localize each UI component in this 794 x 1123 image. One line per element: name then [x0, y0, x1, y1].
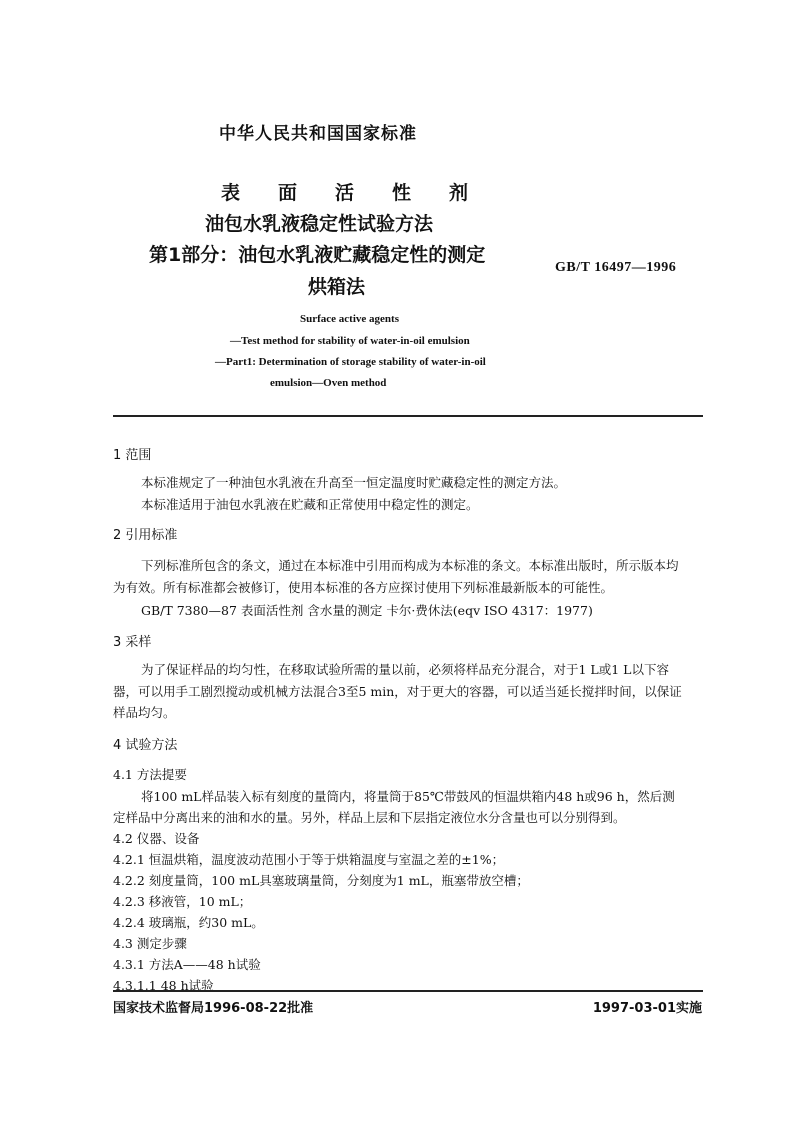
section-2-reference: GB/T 7380—87 表面活性剂 含水量的测定 卡尔·费休法(eqv ISO 4317：1977)	[141, 603, 593, 618]
section-3-paragraph-line-1: 为了保证样品的均匀性，在移取试验所需的量以前，必须将样品充分混合，对于1 L或1 L以下容	[141, 662, 669, 677]
section-2-heading: 2 引用标准	[113, 528, 178, 543]
section-4-heading: 4 试验方法	[113, 738, 178, 753]
footer-divider	[113, 990, 703, 992]
section-4-3-heading: 4.3 测定步骤	[113, 936, 187, 951]
section-4-2-2: 4.2.2 刻度量筒，100 mL具塞玻璃量筒，分刻度为1 mL，瓶塞带放空槽；	[113, 873, 529, 888]
section-1-paragraph-2: 本标准适用于油包水乳液在贮藏和正常使用中稳定性的测定。	[141, 497, 479, 512]
section-4-2-heading: 4.2 仪器、设备	[113, 831, 200, 846]
approval-date: 国家技术监督局1996-08-22批准	[113, 1001, 314, 1016]
standard-code: GB/T 16497—1996	[555, 260, 677, 275]
english-title-line-4: emulsion—Oven method	[270, 377, 387, 389]
header-divider	[113, 415, 703, 417]
section-4-1-paragraph-line-1: 将100 mL样品装入标有刻度的量筒内，将量筒于85℃带鼓风的恒温烘箱内48 h或96 h，然后测	[141, 789, 675, 804]
section-3-paragraph-line-3: 样品均匀。	[113, 705, 176, 720]
section-4-2-1: 4.2.1 恒温烘箱，温度波动范围小于等于烘箱温度与室温之差的±1%；	[113, 852, 505, 867]
section-4-2-4: 4.2.4 玻璃瓶，约30 mL。	[113, 915, 264, 930]
effective-date: 1997-03-01实施	[592, 1001, 702, 1016]
section-1-paragraph-1: 本标准规定了一种油包水乳液在升高至一恒定温度时贮藏稳定性的测定方法。	[141, 475, 567, 490]
section-4-1-paragraph-line-2: 定样品中分离出来的油和水的量。另外，样品上层和下层指定液位水分含量也可以分别得到。	[113, 810, 626, 825]
issuing-nation: 中华人民共和国国家标准	[219, 124, 417, 144]
section-1-heading: 1 范围	[113, 448, 152, 463]
section-3-heading: 3 采样	[113, 635, 152, 650]
title-line-1: 表面活性剂	[221, 182, 507, 204]
section-4-1-heading: 4.1 方法提要	[113, 767, 187, 782]
english-title-line-1: Surface active agents	[300, 313, 399, 325]
title-line-4: 烘箱法	[308, 276, 366, 298]
english-title-line-3: —Part1: Determination of storage stability of water-in-oil	[215, 356, 486, 368]
english-title-line-2: —Test method for stability of water-in-oil emulsion	[230, 335, 470, 347]
section-4-2-3: 4.2.3 移液管，10 mL；	[113, 894, 252, 909]
title-line-3: 第1部分：油包水乳液贮藏稳定性的测定	[149, 244, 486, 266]
title-line-2: 油包水乳液稳定性试验方法	[205, 213, 434, 235]
section-4-3-1: 4.3.1 方法A——48 h试验	[113, 957, 261, 972]
section-4-3-1-1: 4.3.1.1 48 h试验	[113, 978, 214, 993]
section-3-paragraph-line-2: 器，可以用手工剧烈搅动或机械方法混合3至5 min，对于更大的容器，可以适当延长搅拌时间，以保证	[113, 684, 682, 699]
section-2-paragraph-line-2: 为有效。所有标准都会被修订，使用本标准的各方应探讨使用下列标准最新版本的可能性。	[113, 580, 614, 595]
section-2-paragraph-line-1: 下列标准所包含的条文，通过在本标准中引用而构成为本标准的条文。本标准出版时，所示版本均	[141, 558, 679, 573]
